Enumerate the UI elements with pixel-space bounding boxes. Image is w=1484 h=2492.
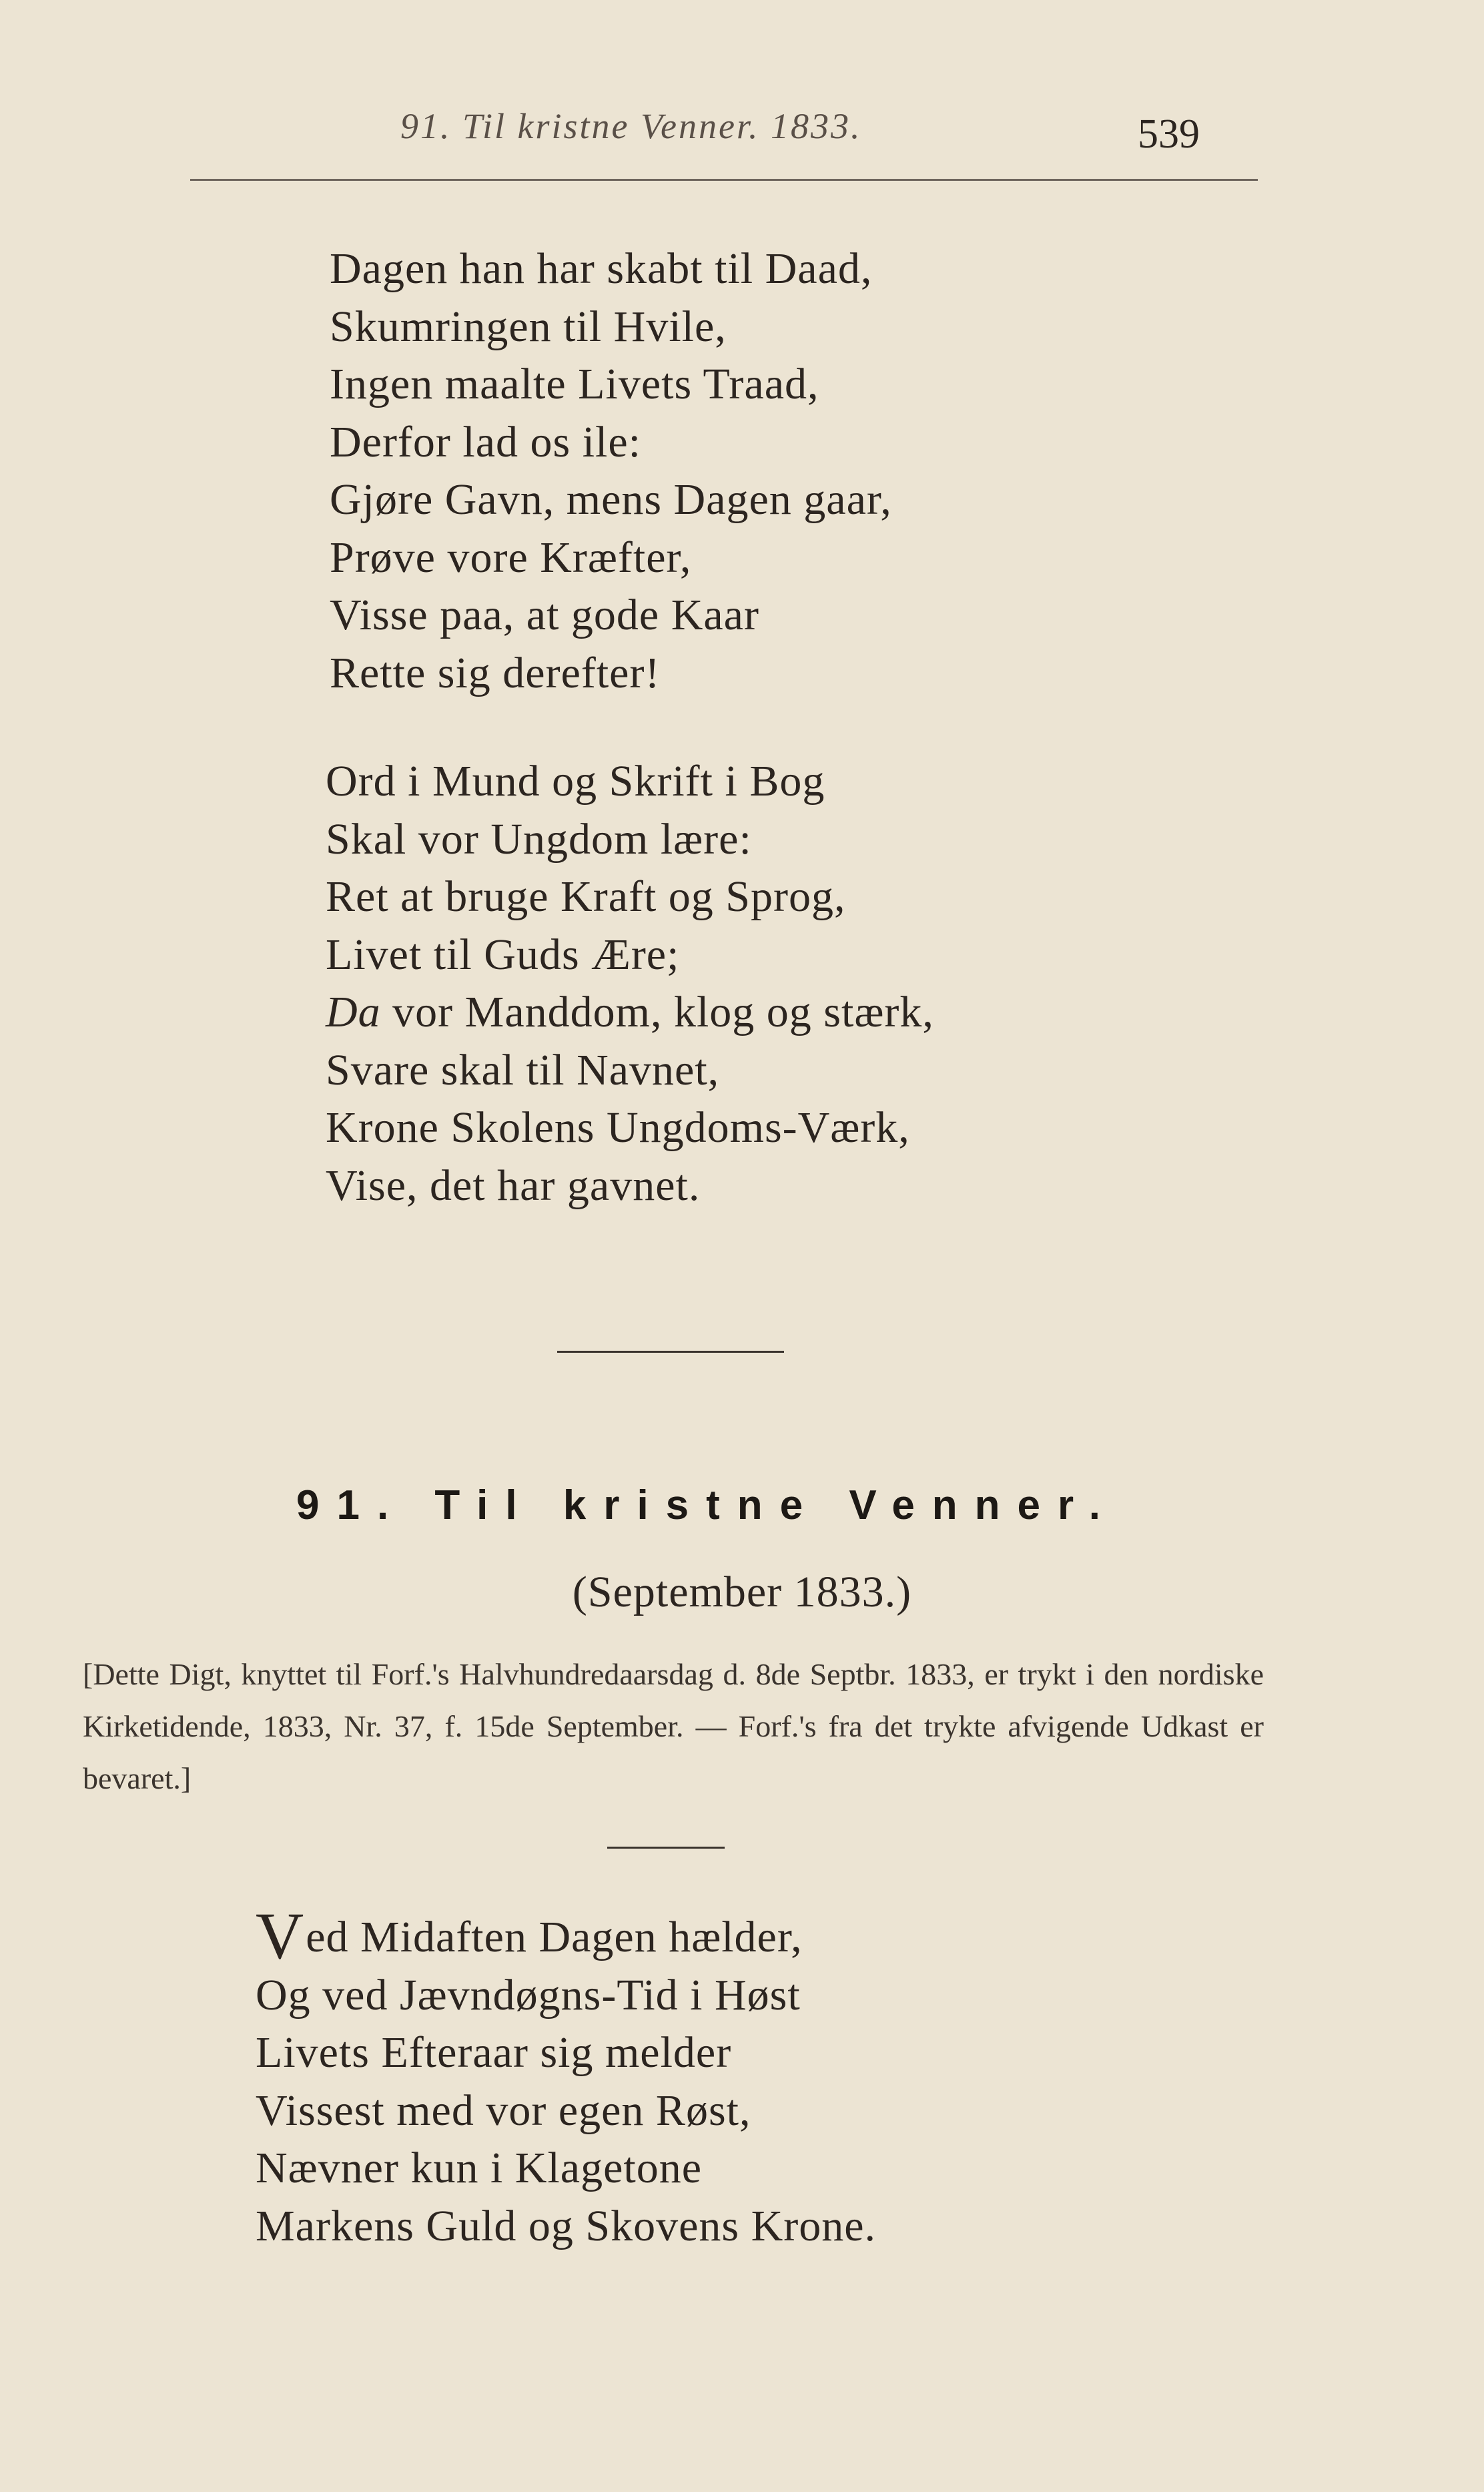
verse-line: Vissest med vor egen Røst, <box>256 2086 751 2135</box>
stanza-2 <box>326 753 934 1215</box>
verse-line: Markens Guld og Skovens Krone. <box>256 2201 877 2250</box>
poem-title: 91. Til kristne Venner. <box>296 1482 1118 1528</box>
verse-line: Skal vor Ungdom lære: <box>326 814 752 864</box>
italic-word: Da <box>326 988 381 1036</box>
verse-line: Visse paa, at gode Kaar <box>330 591 759 639</box>
verse-line: Ord i Mund og Skrift i Bog <box>326 757 825 806</box>
stanza-1 <box>330 240 892 702</box>
verse-line: Livet til Guds Ære; <box>326 930 680 979</box>
verse-line: Ret at bruge Kraft og Sprog, <box>326 872 846 921</box>
verse-line: Dagen han har skabt til Daad, <box>330 244 873 293</box>
verse-line: Livets Efteraar sig melder <box>256 2028 732 2077</box>
page-number: 539 <box>1138 111 1200 157</box>
verse-line: Vise, det har gavnet. <box>326 1161 701 1210</box>
running-head: 91. Til kristne Venner. 1833. <box>400 106 862 146</box>
separator-rule <box>607 1847 725 1849</box>
verse-line-rest: vor Manddom, klog og stærk, <box>392 988 934 1036</box>
verse-line: Ingen maalte Livets Traad, <box>330 360 819 408</box>
editorial-note: [Dette Digt, knyttet til Forf.'s Halvhundredaarsdag d. 8de Septbr. 1833, er trykt i den nordiske Kirketidende, 1833, Nr. 37, f. 15de September. — Forf.'s fra det trykte afvigende Udkast er bevaret.] <box>83 1657 1264 1795</box>
poem-date: (September 1833.) <box>572 1568 912 1616</box>
verse-line: Og ved Jævndøgns-Tid i Høst <box>256 1970 801 2019</box>
verse-line: Derfor lad os ile: <box>330 417 642 466</box>
poem-stanza <box>256 1899 877 2255</box>
verse-line: Nævner kun i Klagetone <box>256 2144 703 2192</box>
separator-rule <box>557 1351 784 1353</box>
header-rule <box>190 179 1258 181</box>
verse-line: Prøve vore Kræfter, <box>330 533 692 582</box>
verse-line-with-italic <box>326 984 934 1042</box>
verse-line: Skumringen til Hvile, <box>330 302 727 351</box>
verse-line: Krone Skolens Ungdoms-Værk, <box>326 1103 910 1152</box>
verse-line-first <box>256 1899 876 1973</box>
verse-line: Svare skal til Navnet, <box>326 1045 720 1095</box>
verse-line: Rette sig derefter! <box>330 648 661 697</box>
drop-cap: V <box>256 1899 305 1973</box>
verse-line-rest: ed Midaften Dagen hælder, <box>306 1913 803 1961</box>
verse-line: Gjøre Gavn, mens Dagen gaar, <box>330 475 892 524</box>
